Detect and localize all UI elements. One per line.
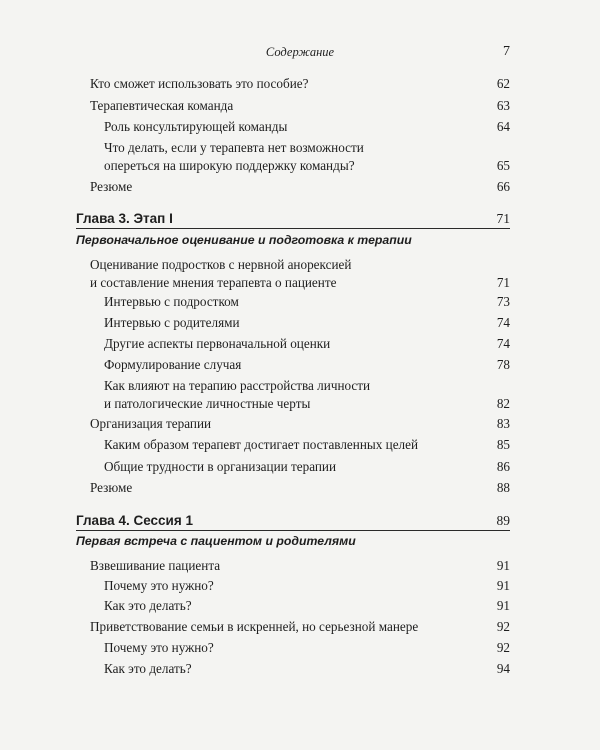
toc-entry: [104, 335, 510, 353]
chapter-page: 89: [496, 513, 510, 528]
toc-entry-title: Почему это нужно?: [104, 578, 214, 593]
toc-entry-title: Кто сможет использовать это пособие?: [90, 76, 309, 91]
toc-entry: [104, 577, 510, 595]
toc-entry-page: 91: [496, 598, 510, 613]
toc-entry: [90, 618, 510, 636]
toc-entry: [90, 557, 510, 575]
toc-entry-title: Другие аспекты первоначальной оценки: [104, 336, 331, 351]
chapter-subtitle: Первая встреча с пациентом и родителями: [76, 534, 356, 548]
toc-entry-page: 74: [496, 315, 510, 330]
chapter-heading: [76, 210, 510, 228]
toc-entry-page: 78: [496, 357, 510, 372]
toc-entry-title-line: Оценивание подростков с нервной анорексией: [90, 257, 352, 272]
toc-entry-title: Как это делать?: [104, 661, 192, 676]
toc-entry: [104, 660, 510, 678]
toc-entry-page: 65: [496, 158, 510, 173]
toc-entry: [90, 178, 510, 196]
toc-entry-page: 85: [496, 437, 510, 452]
running-header-title: Содержание: [265, 45, 335, 59]
toc-entry-title: Организация терапии: [90, 416, 212, 431]
toc-entry-page: 71: [496, 275, 510, 290]
toc-entry: [90, 75, 510, 93]
toc-entry-title: Терапевтическая команда: [90, 98, 234, 113]
toc-entry-title: Роль консультирующей команды: [104, 119, 288, 134]
toc-entry-title: Каким образом терапевт достигает поставленных целей: [104, 437, 419, 452]
chapter-heading: [76, 512, 510, 530]
toc-entry-title: Взвешивание пациента: [90, 558, 221, 573]
toc-entry-title: Формулирование случая: [104, 357, 242, 372]
toc-entry: [104, 139, 510, 175]
toc-entry: [104, 597, 510, 615]
toc-entry: [104, 639, 510, 657]
toc-entry: [90, 256, 510, 292]
chapter-title: Глава 4. Сессия 1: [76, 513, 193, 528]
toc-entry: [104, 293, 510, 311]
toc-entry-title-line: и составление мнения терапевта о пациенте: [90, 275, 337, 290]
toc-entry-page: 82: [496, 396, 510, 411]
chapter-page: 71: [496, 211, 510, 226]
toc-entry-page: 64: [496, 119, 510, 134]
toc-entry: [104, 356, 510, 374]
toc-entry-page: 83: [496, 416, 510, 431]
toc-entry-page: 94: [496, 661, 510, 676]
toc-entry-title-line: Что делать, если у терапевта нет возможности: [104, 140, 364, 155]
chapter-divider: [76, 228, 510, 229]
toc-entry-title: Приветствование семьи в искренней, но серьезной манере: [90, 619, 419, 634]
chapter-title: Глава 3. Этап I: [76, 211, 173, 226]
toc-entry-page: 73: [496, 294, 510, 309]
chapter-divider: [76, 530, 510, 531]
toc-entry-page: 63: [496, 98, 510, 113]
toc-entry-page: 92: [496, 640, 510, 655]
toc-entry: [104, 458, 510, 476]
chapter-subtitle: Первоначальное оценивание и подготовка к терапии: [76, 233, 412, 247]
toc-entry: [104, 118, 510, 136]
toc-entry-title-line: Как влияют на терапию расстройства личности: [104, 378, 371, 393]
toc-entry-page: 74: [496, 336, 510, 351]
toc-entry: [104, 314, 510, 332]
toc-entry-title: Как это делать?: [104, 598, 192, 613]
page-number: 7: [503, 44, 510, 59]
toc-entry-page: 88: [496, 480, 510, 495]
toc-entry-title: Почему это нужно?: [104, 640, 214, 655]
toc-entry: [104, 436, 510, 454]
toc-entry-page: 91: [496, 578, 510, 593]
toc-entry: [104, 377, 510, 413]
toc-entry-title: Интервью с родителями: [104, 315, 240, 330]
toc-entry-title: Интервью с подростком: [104, 294, 239, 309]
toc-entry-title: Общие трудности в организации терапии: [104, 459, 337, 474]
toc-entry: [90, 479, 510, 497]
toc-entry-title: Резюме: [90, 480, 133, 495]
toc-entry-page: 66: [496, 179, 510, 194]
toc-entry-title-line: опереться на широкую поддержку команды?: [104, 158, 355, 173]
toc-entry-title-line: и патологические личностные черты: [104, 396, 311, 411]
toc-entry-page: 91: [496, 558, 510, 573]
toc-entry: [90, 97, 510, 115]
toc-entry-page: 62: [496, 76, 510, 91]
toc-entry-page: 92: [496, 619, 510, 634]
toc-entry-page: 86: [496, 459, 510, 474]
toc-entry: [90, 415, 510, 433]
toc-entry-title: Резюме: [90, 179, 133, 194]
